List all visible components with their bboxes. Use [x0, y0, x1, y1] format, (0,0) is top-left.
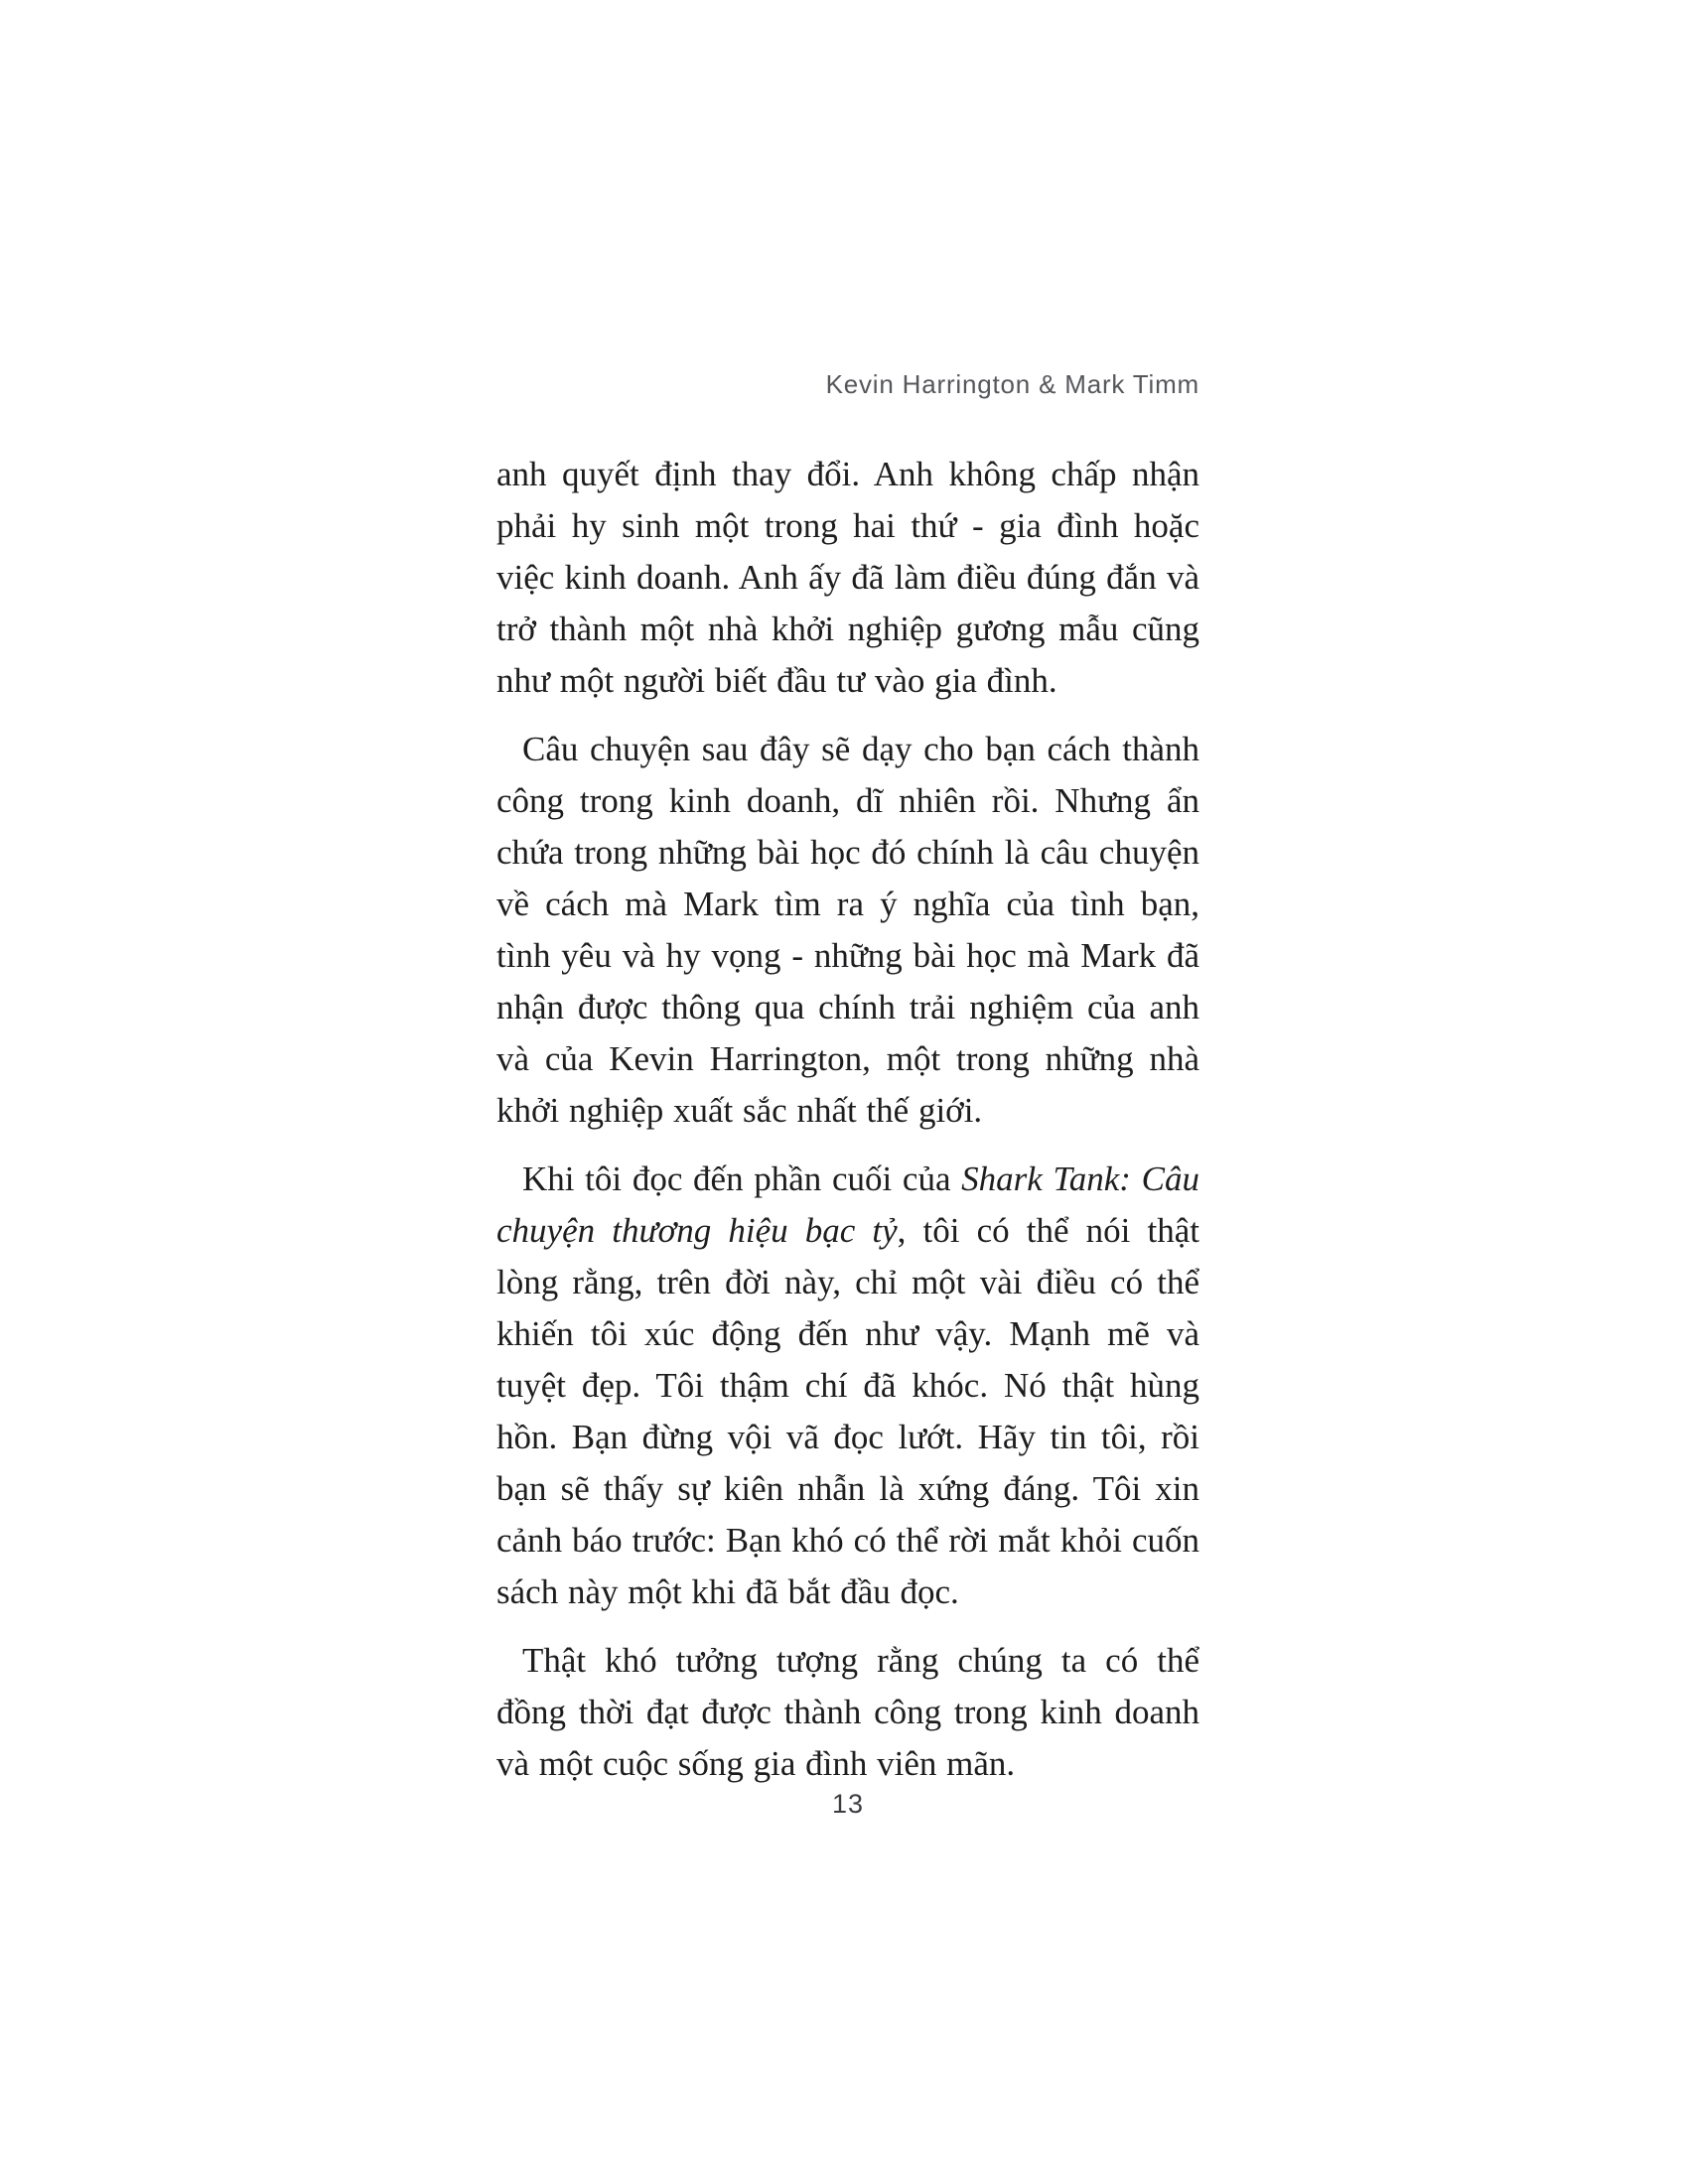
- page-body: [496, 449, 1199, 1807]
- book-title-italic: Shark Tank: Câu chuyện thương hiệu bạc tỷ: [496, 1160, 1199, 1250]
- paragraph-3-lead: Khi tôi đọc đến phần cuối của: [522, 1160, 962, 1198]
- paragraph-2: Câu chuyện sau đây sẽ dạy cho bạn cách thành công trong kinh doanh, dĩ nhiên rồi. Nhưng ẩn chứa trong những bài học đó chính là câu chuyện về cách mà Mark tìm ra ý nghĩa của tình bạn, tình yêu và hy vọng - những bài học mà Mark đã nhận được thông qua chính trải nghiệm của anh và của Kevin Harrington, một trong những nhà khởi nghiệp xuất sắc nhất thế giới.: [496, 730, 1199, 1130]
- page-number: 13: [831, 1789, 865, 1819]
- paragraph-3: [496, 1154, 1199, 1618]
- running-header: Kevin Harrington & Mark Timm: [825, 369, 1199, 399]
- paragraph-4: Thật khó tưởng tượng rằng chúng ta có thể đồng thời đạt được thành công trong kinh doanh và một cuộc sống gia đình viên mãn.: [496, 1641, 1199, 1783]
- paragraph-3-rest: , tôi có thể nói thật lòng rằng, trên đời này, chỉ một vài điều có thể khiến tôi xúc động đến như vậy. Mạnh mẽ và tuyệt đẹp. Tôi thậm chí đã khóc. Nó thật hùng hồn. Bạn đừng vội vã đọc lướt. Hãy tin tôi, rồi bạn sẽ thấy sự kiên nhẫn là xứng đáng. Tôi xin cảnh báo trước: Bạn khó có thể rời mắt khỏi cuốn sách này một khi đã bắt đầu đọc.: [496, 1211, 1199, 1611]
- paragraph-continuation: anh quyết định thay đổi. Anh không chấp nhận phải hy sinh một trong hai thứ - gia đình hoặc việc kinh doanh. Anh ấy đã làm điều đúng đắn và trở thành một nhà khởi nghiệp gương mẫu cũng như một người biết đầu tư vào gia đình.: [496, 455, 1199, 700]
